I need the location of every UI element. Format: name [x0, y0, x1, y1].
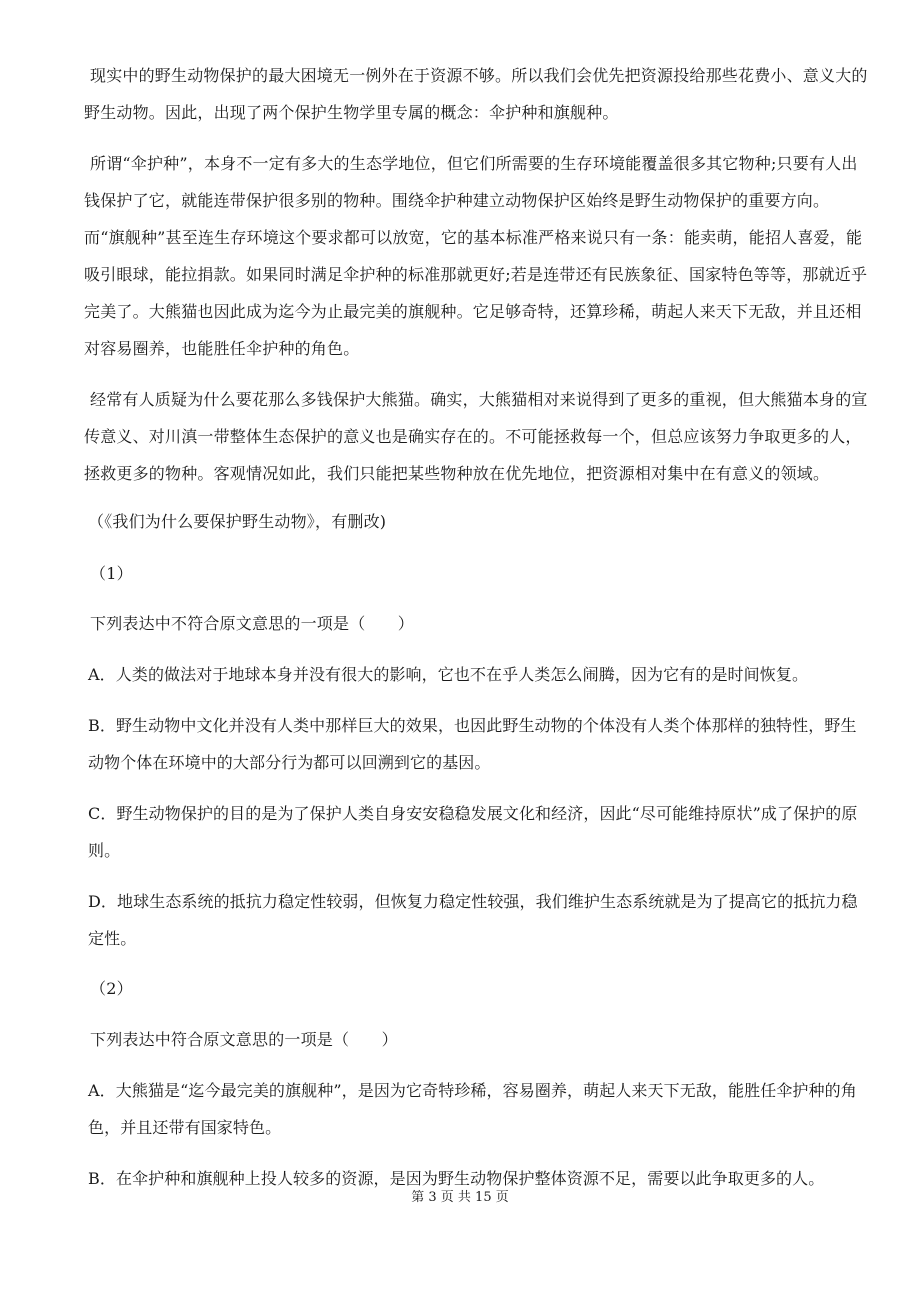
question-1-number: （1）: [90, 564, 133, 583]
passage-paragraph-2: 所谓“伞护种”，本身不一定有多大的生态学地位，但它们所需要的生存环境能覆盖很多其它物种;只要有人出钱保护了它，就能连带保护很多别的物种。围绕伞护种建立动物保护区始终是野生动物保护的重要方向。而“旗舰种”甚至连生存环境这个要求都可以放宽，它的基本标准严格来说只有一条：能卖萌，能招人喜爱，能吸引眼球，能拉捐款。如果同时满足伞护种的标准那就更好;若是连带还有民族象征、国家特色等等，那就近乎完美了。大熊猫也因此成为迄今为止最完美的旗舰种。它足够奇特，还算珍稀，萌起人来天下无敌，并且还相对容易圈养，也能胜任伞护种的角色。: [84, 154, 868, 358]
page-number-footer: 第 3 页 共 15 页: [411, 1190, 509, 1205]
passage-paragraph-1: 现实中的野生动物保护的最大困境无一例外在于资源不够。所以我们会优先把资源投给那些花费小、意义大的野生动物。因此，出现了两个保护生物学里专属的概念：伞护种和旗舰种。: [84, 66, 868, 122]
question-1-stem: 下列表达中不符合原文意思的一项是（ ）: [90, 614, 415, 633]
question-2-option-b: B．在伞护种和旗舰种上投人较多的资源，是因为野生动物保护整体资源不足，需要以此争取更多的人。: [88, 1169, 825, 1188]
question-1-option-a: A．人类的做法对于地球本身并没有很大的影响，它也不在乎人类怎么闹腾，因为它有的是时间恢复。: [88, 665, 809, 684]
question-2-stem: 下列表达中符合原文意思的一项是（ ）: [90, 1030, 398, 1049]
question-2-number: （2）: [90, 979, 133, 998]
passage-paragraph-3: 经常有人质疑为什么要花那么多钱保护大熊猫。确实，大熊猫相对来说得到了更多的重视，但大熊猫本身的宣传意义、对川滇一带整体生态保护的意义也是确实存在的。不可能拯救每一个，但总应该努力争取更多的人，拯救更多的物种。客观情况如此，我们只能把某些物种放在优先地位，把资源相对集中在有意义的领域。: [84, 390, 868, 483]
passage-source: （《我们为什么要保护野生动物》，有删改): [88, 512, 387, 531]
question-1-option-d: D．地球生态系统的抵抗力稳定性较弱，但恢复力稳定性较强，我们维护生态系统就是为了提高它的抵抗力稳定性。: [88, 892, 858, 948]
question-2-option-a: A．大熊猫是“迄今最完美的旗舰种”，是因为它奇特珍稀，容易圈养，萌起人来天下无敌，能胜任伞护种的角色，并且还带有国家特色。: [88, 1081, 857, 1137]
question-1-option-c: C．野生动物保护的目的是为了保护人类自身安安稳稳发展文化和经济，因此“尽可能维持原状”成了保护的原则。: [88, 804, 858, 860]
question-1-option-b: B．野生动物中文化并没有人类中那样巨大的效果，也因此野生动物的个体没有人类个体那样的独特性，野生动物个体在环境中的大部分行为都可以回溯到它的基因。: [88, 716, 857, 772]
